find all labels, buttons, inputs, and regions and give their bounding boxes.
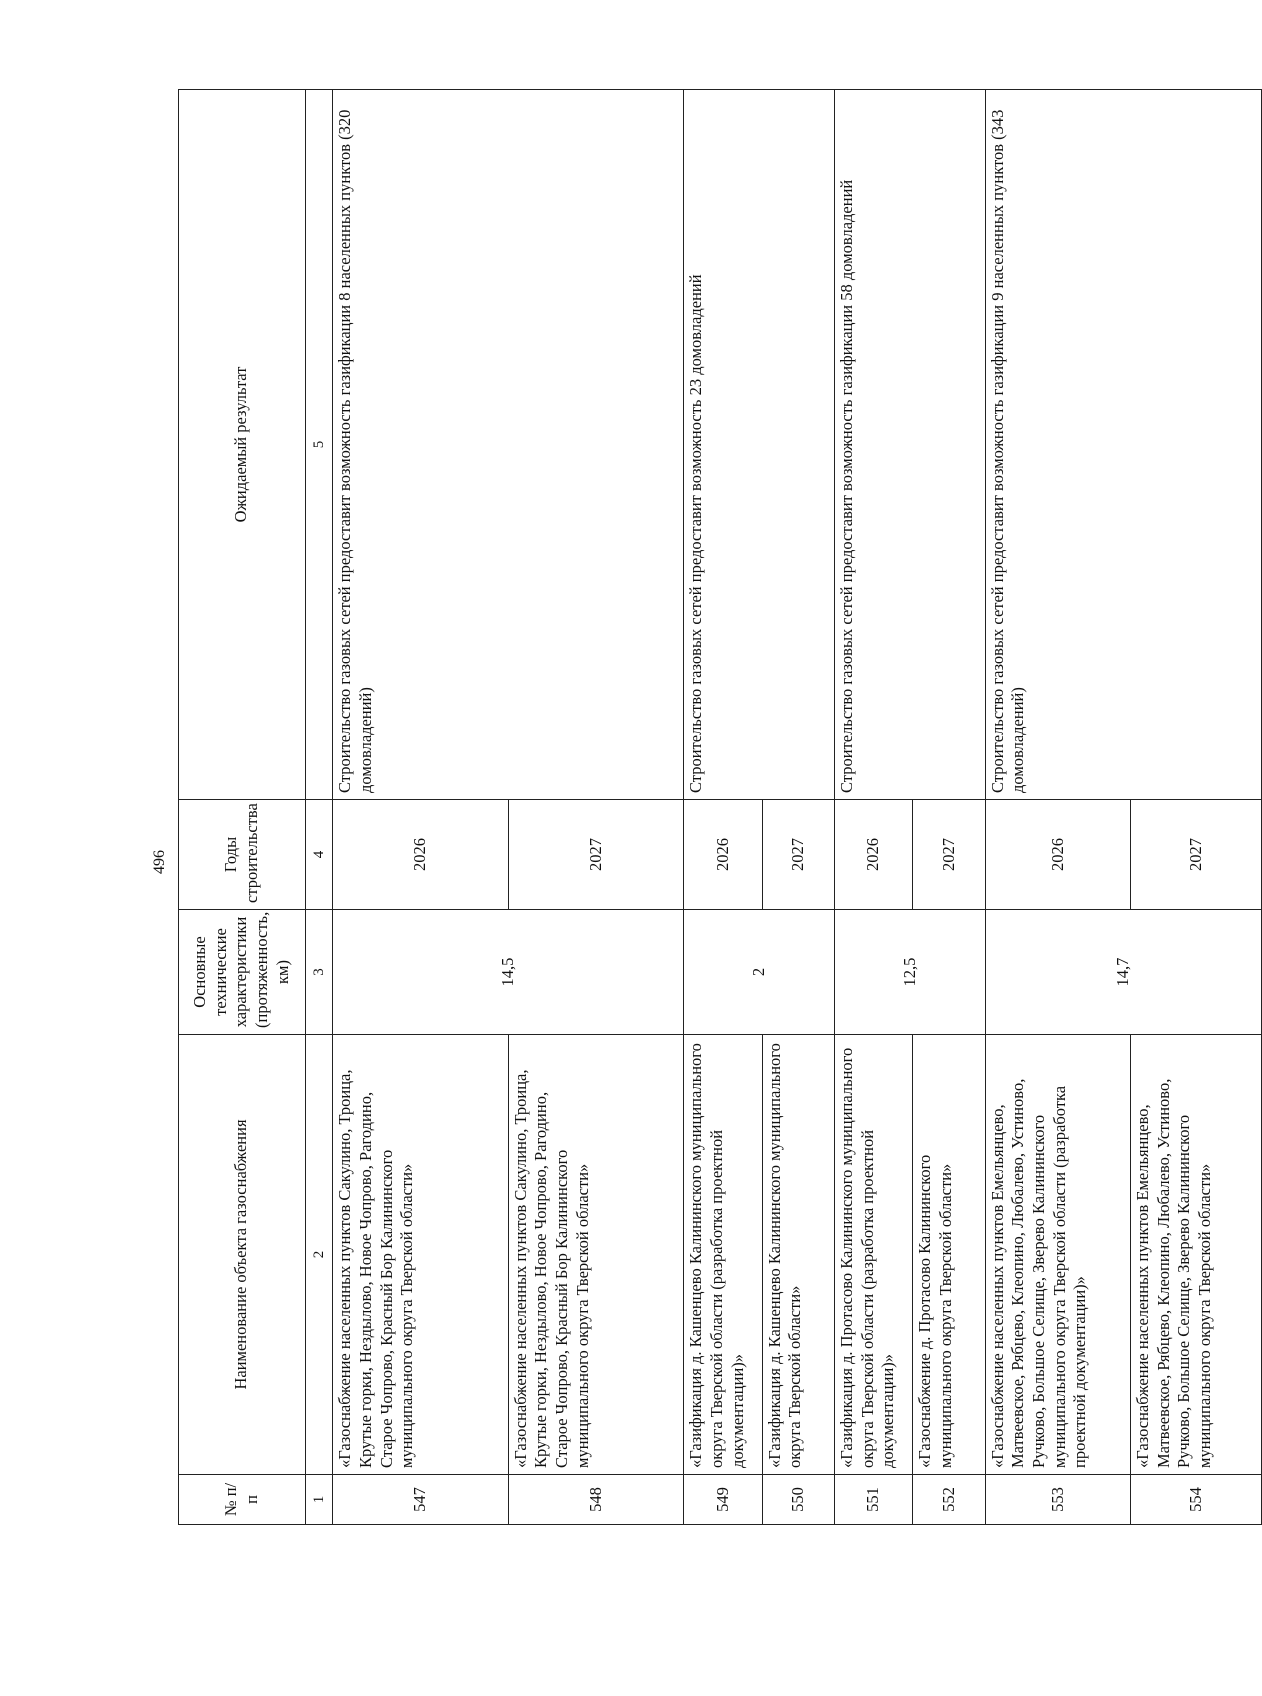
construction-year: 2026 <box>985 800 1130 910</box>
object-name: «Газоснабжение населенных пунктов Емельянцево, Матвеевское, Рябцево, Клеопино, Любалево, Устиново, Ручково, Большое Селище, Зверево Калининского муниципального округа Тверской области (разработка проектной документации)» <box>985 1035 1130 1475</box>
construction-year: 2027 <box>508 800 684 910</box>
object-name: «Газоснабжение д. Протасово Калининского муниципального округа Тверской области» <box>913 1035 986 1475</box>
construction-year: 2027 <box>1130 800 1261 910</box>
expected-result: Строительство газовых сетей предоставит возможность газификации 58 домовладений <box>835 90 986 800</box>
length-km: 2 <box>684 910 835 1035</box>
page-number: 496 <box>151 850 168 874</box>
row-number: 554 <box>1130 1475 1261 1525</box>
construction-year: 2027 <box>762 800 835 910</box>
object-name: «Газификация д. Протасово Калининского муниципального округа Тверской области (разработка проектной документации)» <box>835 1035 913 1475</box>
row-number: 553 <box>985 1475 1130 1525</box>
object-name: «Газификация д. Кашенцево Калининского муниципального округа Тверской области (разработка проектной документации)» <box>684 1035 762 1475</box>
header-tech: Основные технические характеристики (протяженность, км) <box>179 910 306 1035</box>
construction-year: 2026 <box>333 800 509 910</box>
header-num: № п/п <box>179 1475 306 1525</box>
object-name: «Газоснабжение населенных пунктов Сакулино, Троица, Крутые горки, Нездылово, Новое Чопрово, Рагодино, Старое Чопрово, Красный Бор Калининского муниципального округа Тверской области» <box>508 1035 684 1475</box>
row-number: 550 <box>762 1475 835 1525</box>
column-index: 3 <box>305 910 333 1035</box>
header-result: Ожидаемый результат <box>179 90 306 800</box>
gas-supply-table <box>178 89 1262 1525</box>
object-name: «Газификация д. Кашенцево Калининского муниципального округа Тверской области» <box>762 1035 835 1475</box>
object-name: «Газоснабжение населенных пунктов Сакулино, Троица, Крутые горки, Нездылово, Новое Чопрово, Рагодино, Старое Чопрово, Красный Бор Калининского муниципального округа Тверской области» <box>333 1035 509 1475</box>
expected-result: Строительство газовых сетей предоставит возможность 23 домовладений <box>684 90 835 800</box>
table-row <box>333 90 509 1525</box>
row-number: 552 <box>913 1475 986 1525</box>
header-name: Наименование объекта газоснабжения <box>179 1035 306 1475</box>
length-km: 14,7 <box>985 910 1261 1035</box>
construction-year: 2026 <box>684 800 762 910</box>
row-number: 547 <box>333 1475 509 1525</box>
expected-result: Строительство газовых сетей предоставит возможность газификации 9 населенных пунктов (343 домовладений) <box>985 90 1261 800</box>
construction-year: 2027 <box>913 800 986 910</box>
row-number: 551 <box>835 1475 913 1525</box>
table-wrapper <box>178 90 1262 1525</box>
expected-result: Строительство газовых сетей предоставит возможность газификации 8 населенных пунктов (320 домовладений) <box>333 90 684 800</box>
row-number: 549 <box>684 1475 762 1525</box>
object-name: «Газоснабжение населенных пунктов Емельянцево, Матвеевское, Рябцево, Клеопино, Любалево, Устиново, Ручково, Большое Селище, Зверево Калининского муниципального округа Тверской области» <box>1130 1035 1261 1475</box>
row-number: 548 <box>508 1475 684 1525</box>
column-index: 4 <box>305 800 333 910</box>
table-row <box>985 90 1130 1525</box>
header-row <box>179 90 306 1525</box>
column-index-row <box>305 90 333 1525</box>
table-row <box>684 90 762 1525</box>
column-index: 2 <box>305 1035 333 1475</box>
length-km: 14,5 <box>333 910 684 1035</box>
length-km: 12,5 <box>835 910 986 1035</box>
table-row <box>835 90 913 1525</box>
construction-year: 2026 <box>835 800 913 910</box>
column-index: 5 <box>305 90 333 800</box>
header-years: Годы строительства <box>179 800 306 910</box>
column-index: 1 <box>305 1475 333 1525</box>
